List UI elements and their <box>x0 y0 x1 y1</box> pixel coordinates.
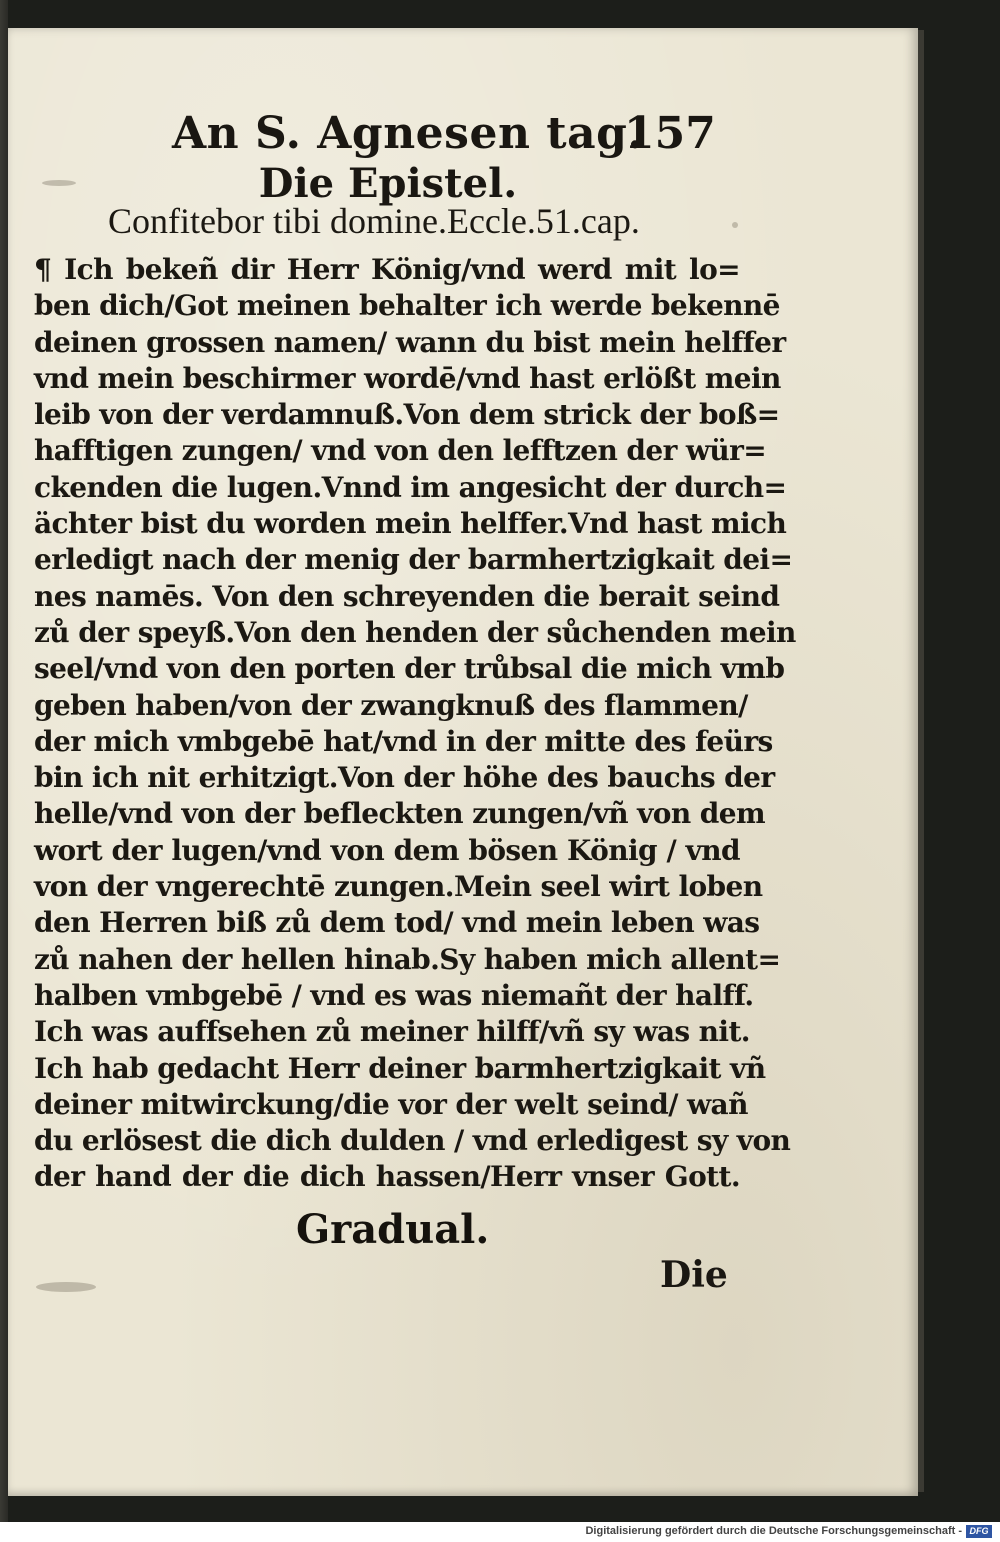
text-line: wort der lugen/vnd von dem bösen König / vnd <box>34 833 740 867</box>
text-line: geben haben/von der zwangknuß des flammen/ <box>34 688 748 722</box>
text-line: der hand der die dich hassen/Herr vnser Gott. <box>34 1160 740 1194</box>
text-line: ¶ Ich bekeñ dir Herr König/vnd werd mit lo= <box>34 253 740 286</box>
text-line: deinen grossen namen/ wann du bist mein helffer <box>34 325 786 359</box>
running-title: An S. Agnesen tag. <box>172 108 644 159</box>
ink-smudge <box>42 180 76 186</box>
text-line: den Herren biß zů dem tod/ vnd mein leben was <box>34 906 760 940</box>
text-line: Ich hab gedacht Herr deiner barmhertzigkait vñ <box>34 1051 766 1085</box>
dfg-logo: DFG <box>966 1525 992 1538</box>
ink-smudge <box>36 1282 96 1292</box>
text-line: zů der speyß.Von den henden der sůchenden mein <box>34 615 796 649</box>
text-line: erledigt nach der menig der barmhertzigkait dei= <box>34 543 793 577</box>
text-line: deiner mitwirckung/die vor der welt seind/ wañ <box>34 1087 748 1121</box>
text-line: helle/vnd von der befleckten zungen/vñ von dem <box>34 797 766 831</box>
text-line: leib von der verdamnuß.Von dem strick der boß= <box>34 398 780 432</box>
text-line: bin ich nit erhitzigt.Von der höhe des bauchs der <box>34 761 775 795</box>
footer-credit: Digitalisierung gefördert durch die Deutsche Forschungsgemeinschaft - <box>585 1525 962 1537</box>
ink-smudge <box>732 222 738 228</box>
text-line: der mich vmbgebē hat/vnd in der mitte des feürs <box>34 724 773 758</box>
text-line: Ich was auffsehen zů meiner hilff/vñ sy was nit. <box>34 1015 750 1049</box>
footer-bar <box>0 1522 1000 1542</box>
text-line: vnd mein beschirmer wordē/vnd hast erlößt mein <box>34 361 781 395</box>
running-head <box>172 108 716 164</box>
text-line: ckenden die lugen.Vnnd im angesicht der durch= <box>34 470 787 504</box>
text-line: nes namēs. Von den schreyenden die berait seind <box>34 579 780 613</box>
text-line: du erlösest die dich dulden / vnd erledigest sy von <box>34 1124 791 1158</box>
section-title-text: Die Epistel. <box>258 160 518 207</box>
text-line: seel/vnd von den porten der trůbsal die mich vmb <box>34 652 785 686</box>
text-line: ben dich/Got meinen behalter ich werde bekennē <box>34 289 780 323</box>
gradual-heading: Gradual. <box>296 1206 490 1253</box>
text-line: von der vngerechtē zungen.Mein seel wirt loben <box>34 870 763 904</box>
text-line: halben vmbgebē / vnd es was niemañt der halff. <box>34 978 754 1012</box>
text-line: hafftigen zungen/ vnd von den lefftzen der wür= <box>34 434 767 468</box>
subtitle: Confitebor tibi domine.Eccle.51.cap. <box>108 201 640 241</box>
page-edge-shadow <box>918 30 924 1492</box>
folio-number: 157 <box>624 108 716 159</box>
body-text <box>34 252 796 1196</box>
catchword: Die <box>660 1254 728 1296</box>
text-line: zů nahen der hellen hinab.Sy haben mich allent= <box>34 942 781 976</box>
scan-left-edge <box>0 0 8 1522</box>
text-line: ächter bist du worden mein helffer.Vnd hast mich <box>34 507 787 541</box>
